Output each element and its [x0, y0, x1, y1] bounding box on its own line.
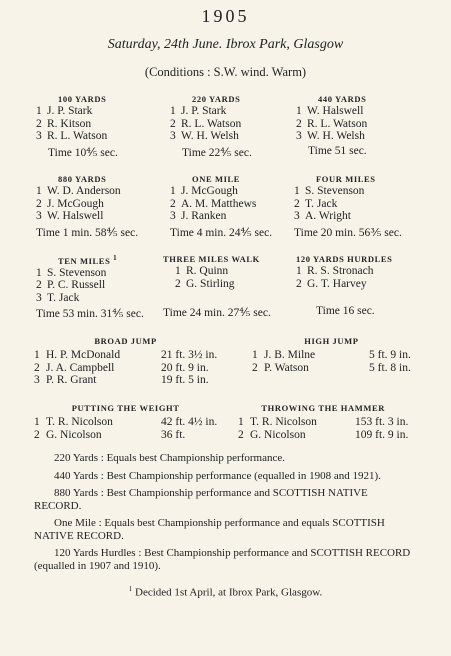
event-title: 220 YARDS — [192, 94, 241, 104]
place: 3 — [296, 130, 302, 142]
athlete: R. Kitson — [47, 117, 92, 130]
event-time: Time 51 sec. — [308, 144, 367, 157]
place: 3 — [36, 210, 42, 222]
event-time: Time 53 min. 31⅘ sec. — [36, 308, 144, 321]
athlete: P. R. Grant — [46, 374, 97, 386]
place: 2 — [36, 117, 42, 130]
place: 3 — [34, 374, 40, 386]
athlete: R. S. Stronach — [307, 265, 374, 277]
event-title: PUTTING THE WEIGHT — [71, 403, 180, 413]
mark: 5 ft. 8 in. — [369, 361, 411, 374]
athlete: J. P. Stark — [181, 105, 227, 117]
event-title: 880 YARDS — [58, 174, 107, 184]
event-time: Time 10⅘ sec. — [48, 146, 118, 159]
place: 3 — [36, 291, 42, 304]
mark: 5 ft. 9 in. — [369, 349, 411, 361]
event-100-yards — [36, 94, 118, 159]
place: 1 — [294, 185, 300, 197]
place: 2 — [36, 279, 42, 292]
event-title: ONE MILE — [192, 174, 241, 184]
place: 2 — [170, 197, 176, 210]
place: 2 — [252, 361, 258, 374]
event-four-miles — [294, 174, 402, 239]
event-880-yards — [36, 174, 138, 239]
athlete: G. Stirling — [186, 277, 235, 290]
athlete: T. Jack — [47, 291, 80, 304]
athlete: R. L. Watson — [47, 130, 108, 142]
place: 3 — [294, 210, 300, 222]
athlete: R. L. Watson — [307, 117, 368, 130]
mark: 21 ft. 3½ in. — [161, 349, 218, 361]
record-notes — [34, 452, 416, 577]
athlete: P. C. Russell — [47, 279, 106, 292]
note-880-yards: 880 Yards : Best Championship performance and SCOTTISH NATIVE RECORD. — [34, 487, 368, 512]
event-440-yards — [296, 94, 367, 157]
place: 1 — [170, 185, 176, 197]
event-time: Time 24 min. 27⅘ sec. — [163, 307, 271, 319]
athlete: S. Stevenson — [47, 266, 107, 279]
athlete: W. D. Anderson — [47, 185, 121, 197]
mark: 19 ft. 5 in. — [161, 374, 209, 386]
place: 1 — [238, 416, 244, 428]
athlete: W. Halswell — [307, 105, 364, 117]
mark: 153 ft. 3 in. — [355, 416, 409, 428]
place: 2 — [175, 277, 181, 290]
athlete: R. L. Watson — [181, 117, 242, 130]
event-title: THREE MILES WALK — [163, 254, 260, 264]
note-220-yards: 220 Yards : Equals best Championship performance. — [54, 452, 285, 464]
event-throwing-the-hammer — [238, 403, 408, 441]
place: 3 — [36, 130, 42, 142]
event-title: TEN MILES — [58, 255, 111, 266]
place: 1 — [34, 416, 40, 428]
event-title: 120 YARDS HURDLES — [296, 254, 393, 264]
event-time: Time 4 min. 24⅘ sec. — [170, 226, 273, 239]
athlete: J. P. Stark — [47, 105, 93, 117]
athlete: G. T. Harvey — [307, 277, 367, 290]
place: 1 — [36, 185, 42, 197]
place: 3 — [170, 130, 176, 142]
athlete: T. R. Nicolson — [46, 416, 113, 428]
place: 1 — [252, 349, 258, 361]
place: 2 — [34, 361, 40, 374]
place: 1 — [296, 265, 302, 277]
event-120-yards-hurdles — [296, 254, 392, 317]
event-ten-miles — [36, 254, 144, 320]
event-high-jump — [252, 336, 411, 374]
mark: 36 ft. — [161, 428, 186, 441]
event-three-miles-walk — [163, 254, 271, 319]
athlete: J. B. Milne — [264, 349, 316, 361]
event-time: Time 20 min. 56⅗ sec. — [294, 226, 402, 239]
athlete: J. A. Campbell — [46, 361, 115, 374]
place: 2 — [296, 277, 302, 290]
athlete: J. Ranken — [181, 210, 227, 222]
footnote-marker: 1 — [113, 254, 118, 262]
athlete: T. R. Nicolson — [250, 416, 317, 428]
conditions-line: (Conditions : S.W. wind. Warm) — [144, 65, 307, 79]
place: 1 — [175, 265, 181, 277]
event-title: BROAD JUMP — [94, 336, 157, 346]
place: 2 — [34, 428, 40, 441]
athlete: J. McGough — [181, 185, 238, 197]
place: 2 — [170, 117, 176, 130]
event-title: 100 YARDS — [58, 94, 107, 104]
mark: 109 ft. 9 in. — [355, 428, 409, 441]
meeting-subtitle: Saturday, 24th June. Ibrox Park, Glasgow — [107, 37, 344, 52]
place: 2 — [296, 117, 302, 130]
event-putting-the-weight — [34, 403, 217, 441]
event-broad-jump — [34, 336, 217, 387]
footnote-text: Decided 1st April, at Ibrox Park, Glasgow. — [135, 586, 323, 599]
event-220-yards — [170, 94, 252, 159]
athlete: A. Wright — [305, 210, 351, 222]
event-time: Time 22⅘ sec. — [182, 146, 252, 159]
event-title: 440 YARDS — [318, 94, 367, 104]
event-time: Time 16 sec. — [316, 305, 375, 317]
mark: 20 ft. 9 in. — [161, 361, 209, 374]
place: 1 — [36, 266, 42, 279]
athlete: G. Nicolson — [46, 428, 102, 441]
athlete: W. H. Welsh — [181, 130, 239, 142]
athlete: J. McGough — [47, 197, 104, 210]
athlete: P. Watson — [264, 361, 309, 374]
event-one-mile — [170, 174, 272, 239]
place: 3 — [170, 210, 176, 222]
footnote — [0, 585, 451, 599]
mark: 42 ft. 4½ in. — [161, 416, 218, 428]
athlete: S. Stevenson — [305, 185, 365, 197]
place: 1 — [170, 105, 176, 117]
note-one-mile: One Mile : Equals best Championship performance and equals SCOTTISH NATIVE RECORD. — [34, 517, 385, 542]
event-time: Time 1 min. 58⅘ sec. — [36, 226, 139, 239]
athlete: T. Jack — [305, 197, 338, 210]
year-heading: 1905 — [201, 6, 250, 26]
place: 1 — [36, 105, 42, 117]
place: 2 — [294, 197, 300, 210]
event-title: FOUR MILES — [316, 174, 376, 184]
athlete: W. H. Welsh — [307, 130, 365, 142]
place: 1 — [296, 105, 302, 117]
athlete: R. Quinn — [186, 265, 229, 277]
athlete: W. Halswell — [47, 210, 104, 222]
event-title: HIGH JUMP — [304, 336, 359, 346]
note-440-yards: 440 Yards : Best Championship performance (equalled in 1908 and 1921). — [54, 469, 381, 482]
place: 1 — [34, 349, 40, 361]
note-120-yards-hurdles: 120 Yards Hurdles : Best Championship performance and SCOTTISH RECORD (equalled in 1907 and 1910). — [34, 547, 411, 572]
athlete: G. Nicolson — [250, 428, 306, 441]
event-title: THROWING THE HAMMER — [261, 403, 385, 413]
athlete: A. M. Matthews — [181, 197, 257, 210]
place: 2 — [238, 428, 244, 441]
footnote-marker: 1 — [128, 585, 133, 593]
place: 2 — [36, 197, 42, 210]
athlete: H. P. McDonald — [46, 349, 121, 361]
